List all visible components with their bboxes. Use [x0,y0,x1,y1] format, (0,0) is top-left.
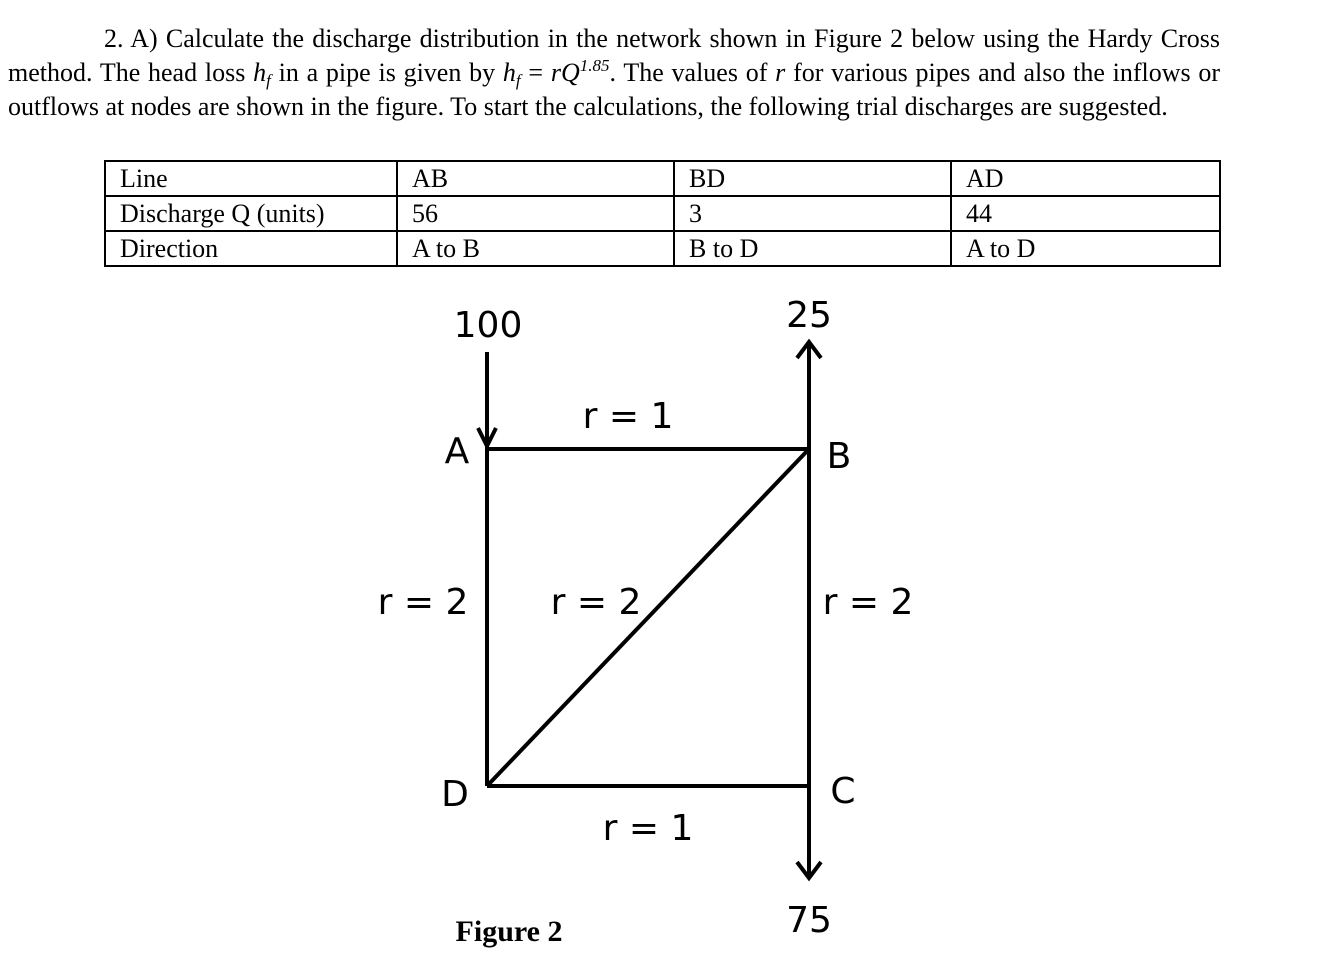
table-cell: Discharge Q (units) [105,196,397,231]
table-cell: A to B [397,231,674,266]
sentence2-pre: The head loss [99,58,246,87]
outflow-b-label: 25 [786,295,832,336]
r-symbol: r [775,58,786,87]
sentence3-post: for various pipes and also the inflows or outflows at nodes are shown in the figure. To start the calculations, the following trial discharges are suggested. [8,58,1221,121]
equation-equals: = [528,58,544,87]
pipe-bd-r-label: r = 2 [550,582,642,623]
equation-rhs: $rQ^{1.85}$ [550,56,610,87]
sentence2-mid: in a pipe is given by [278,58,496,87]
table-cell: A to D [951,231,1220,266]
pipe-ad-r-label: r = 2 [377,582,469,623]
sentence3-pre: . The values of [609,58,768,87]
node-c-label: C [830,771,856,812]
table-cell: Direction [105,231,397,266]
pipe-bd [487,449,809,786]
pipe-ab-r-label: r = 1 [582,396,674,437]
outflow-c-label: 75 [786,900,832,941]
question-part-a: 2. A) Calculate the discharge distribution in the network shown in Figure 2 below using the Hardy Cross method. [8,24,1220,87]
node-b-label: B [826,436,852,477]
table-cell: AB [397,161,674,196]
table-cell: Line [105,161,397,196]
figure-caption: Figure 2 [455,915,563,948]
equation-lhs: $h_f$ [502,58,521,90]
table-cell: 56 [397,196,674,231]
table-cell: B to D [674,231,951,266]
table-cell: AD [951,161,1220,196]
pipe-bc-r-label: r = 2 [822,582,914,623]
table-cell: 3 [674,196,951,231]
node-d-label: D [441,774,469,815]
node-a-label: A [444,431,470,472]
inflow-a-label: 100 [453,305,523,346]
table-cell: 44 [951,196,1220,231]
pipe-dc-r-label: r = 1 [602,808,694,849]
table-cell: BD [674,161,951,196]
hf-symbol: $h_f$ [253,58,271,90]
